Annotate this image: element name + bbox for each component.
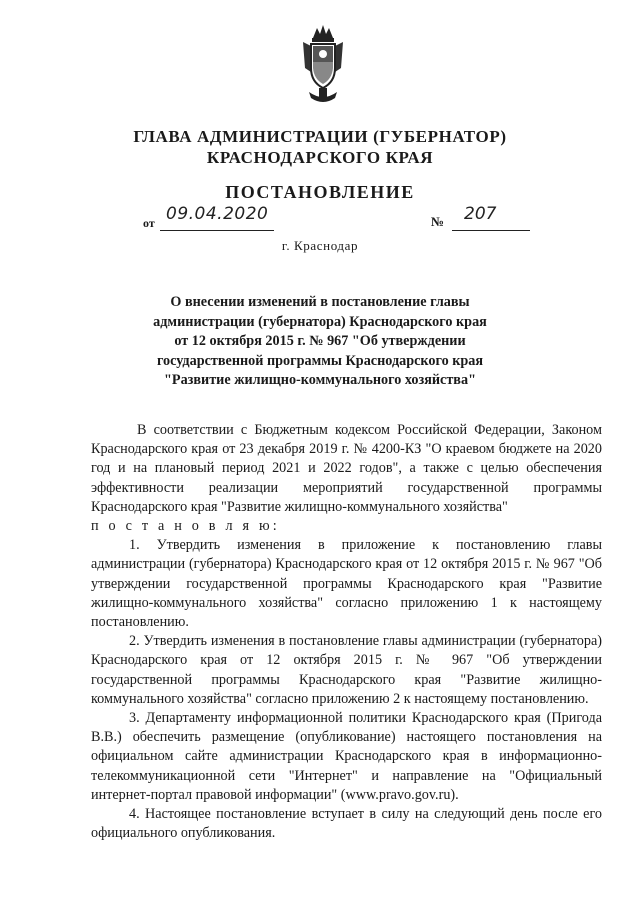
subject-line: администрации (губернатора) Краснодарского края bbox=[153, 313, 487, 330]
coat-of-arms-icon bbox=[299, 22, 347, 108]
item-paragraph: 2. Утвердить изменения в постановление главы администрации (губернатора) Краснодарского края от 12 октября 2015 г. № 967 "Об утверждении государственной программы Краснодарского края "Развитие жилищно-коммунального хозяйства" согласно приложению 2 к настоящему постановлению. bbox=[91, 633, 602, 707]
org-title-line-1: ГЛАВА АДМИНИСТРАЦИИ (ГУБЕРНАТОР) bbox=[133, 127, 507, 146]
document-number: 207 bbox=[464, 204, 497, 224]
document-subject bbox=[140, 293, 500, 391]
city: г. Краснодар bbox=[281, 238, 359, 253]
decree-word: п о с т а н о в л я ю: bbox=[91, 518, 280, 535]
subject-line: О внесении изменений в постановление главы bbox=[170, 294, 470, 310]
date-prefix: от bbox=[143, 216, 155, 230]
subject-line: "Развитие жилищно-коммунального хозяйства" bbox=[164, 372, 476, 388]
item-paragraph: 3. Департаменту информационной политики Краснодарского края (Пригода В.В.) обеспечить размещение (опубликование) настоящего постановления на официальном сайте администрации Краснодарского края в информационно-телекоммуникационной сети "Интернет" и направление на "Официальный интернет-портал правовой информации" (www.pravo.gov.ru). bbox=[91, 710, 602, 803]
org-title-line-2: КРАСНОДАРСКОГО КРАЯ bbox=[206, 148, 434, 167]
intro-paragraph: В соответствии с Бюджетным кодексом Российской Федерации, Законом Краснодарского края от 23 декабря 2019 г. № 4200-КЗ "О краевом бюджете на 2020 год и на плановый период 2021 и 2022 годов", а также с целью обеспечения эффективности реализации мероприятий государственной программы Краснодарского края "Развитие жилищно-коммунального хозяйства" bbox=[91, 422, 602, 515]
document-type: ПОСТАНОВЛЕНИЕ bbox=[225, 182, 415, 202]
item-paragraph: 1. Утвердить изменения в приложение к постановлению главы администрации (губернатора) Краснодарского края от 12 октября 2015 г. № 967 "Об утверждении государственной программы Краснодарского края "Развитие жилищно-коммунального хозяйства" согласно приложению 1 к настоящему постановлению. bbox=[91, 537, 602, 631]
item-paragraph: 4. Настоящее постановление вступает в силу на следующий день после его официального опубликования. bbox=[91, 806, 602, 842]
subject-line: государственной программы Краснодарского края bbox=[156, 352, 484, 369]
document-date: 09.04.2020 bbox=[166, 204, 269, 224]
number-prefix: № bbox=[431, 214, 445, 229]
subject-line: от 12 октября 2015 г. № 967 "Об утверждении bbox=[174, 333, 466, 349]
document-body bbox=[91, 421, 602, 843]
